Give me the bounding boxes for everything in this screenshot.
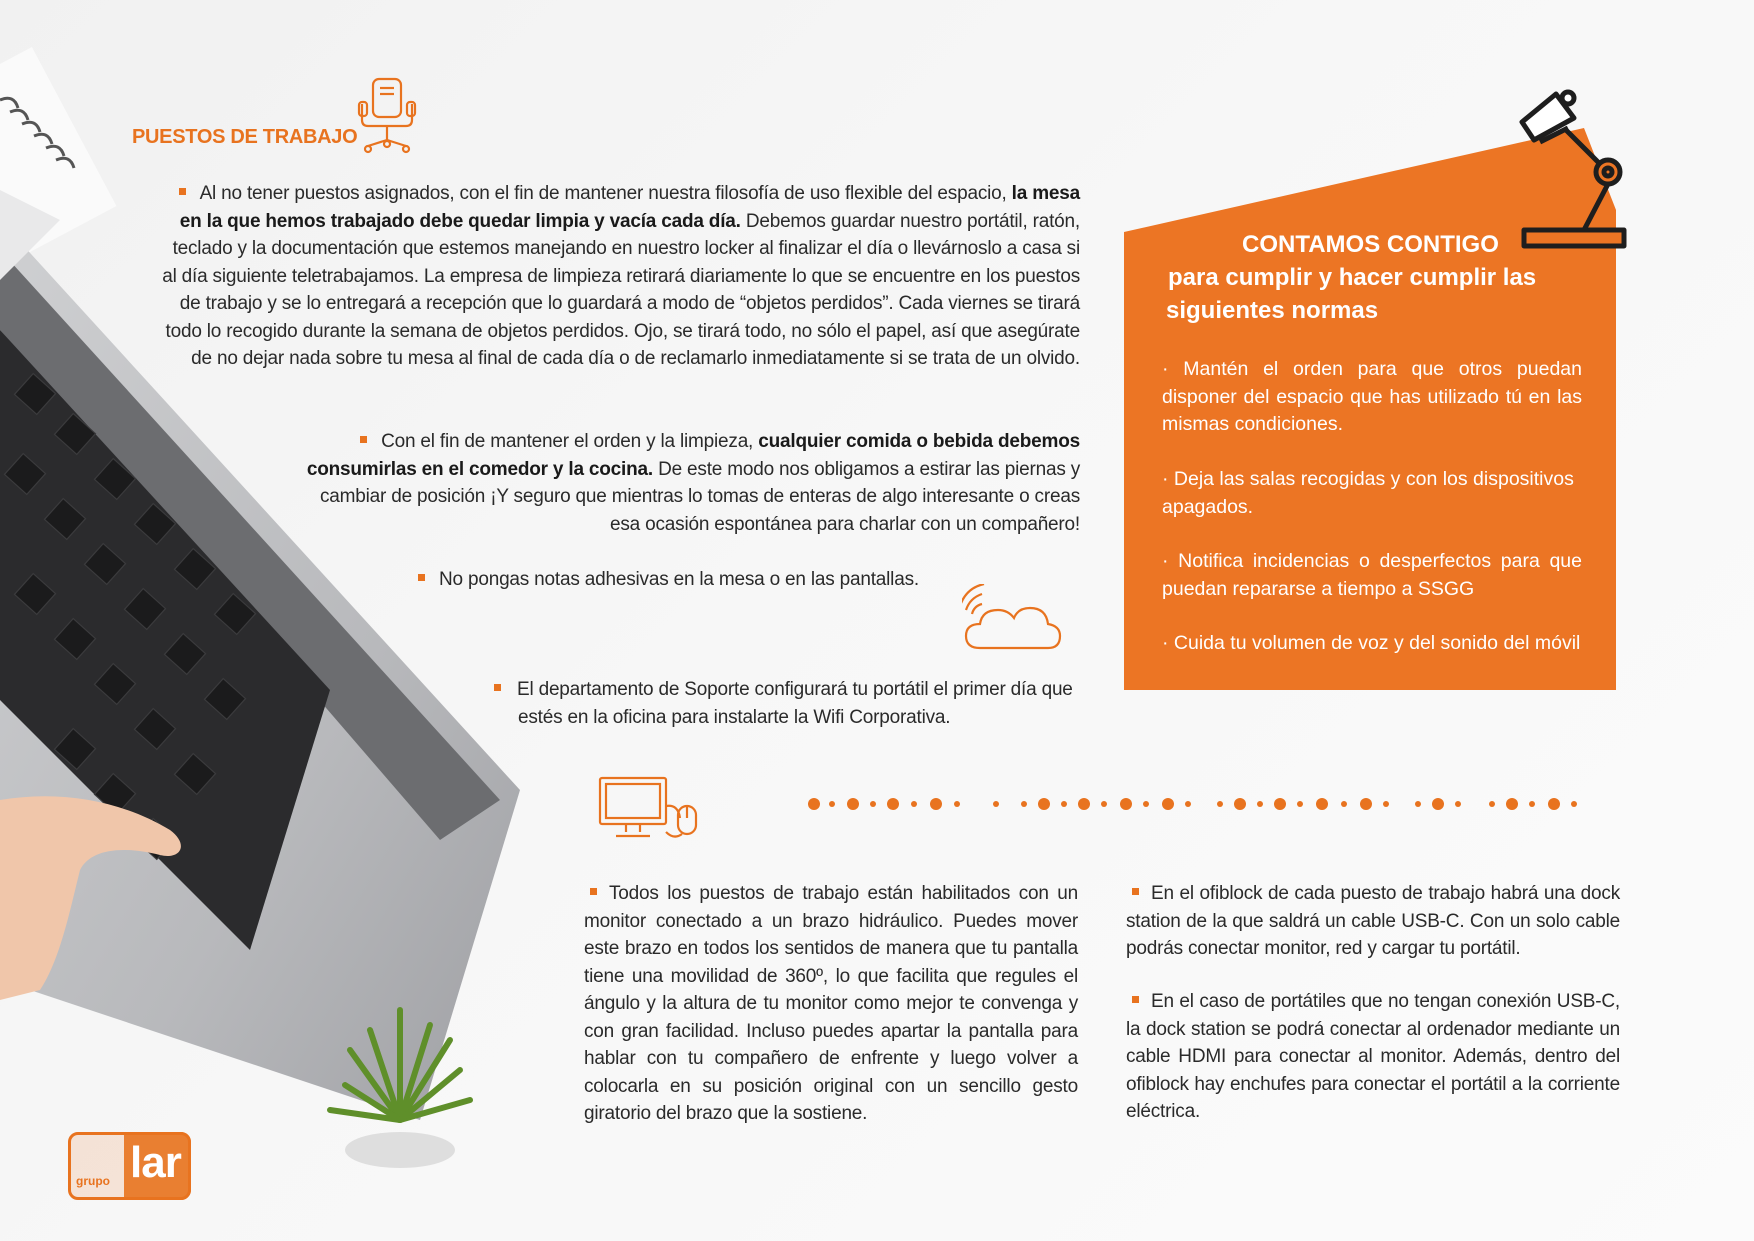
panel-title-1: CONTAMOS CONTIGO <box>1242 231 1499 258</box>
paragraph-hdmi: En el caso de portátiles que no tengan conexión USB-C, la dock station se podrá conectar al ordenador mediante un cable HDMI para conectar al monitor. Además, dentro del ofiblock hay enchufes para conectar el portátil a la corriente eléctrica. <box>1126 991 1620 1122</box>
wifi-cloud-icon <box>962 584 1062 654</box>
bullet-icon <box>1132 996 1139 1003</box>
paragraph-monitor-arm: Todos los puestos de trabajo están habilitados con un monitor conectado a un brazo hidráulico. Puedes mover este brazo en todos los sentidos de manera que tu pantalla tiene una movilidad de 360º, lo que facilita que regules el ángulo y la altura de tu monitor como mejor te convenga y con gran facilidad. Incluso puedes apartar la pantalla para hablar con tu compañero de enfrente y luego volver a colocarla en su posición original con un sencillo gesto giratorio del brazo que la sostiene. <box>584 883 1078 1124</box>
panel-rule-rooms: · Deja las salas recogidas y con los dispositivos apagados. <box>1162 468 1574 518</box>
paragraph-sticky-notes: No pongas notas adhesivas en la mesa o en las pantallas. <box>418 566 978 594</box>
desk-lamp-icon <box>1508 86 1628 256</box>
paragraph-desks-clean: Al no tener puestos asignados, con el fin de mantener nuestra filosofía de uso flexible del espacio, la mesa en la que hemos trabajado debe quedar limpia y vacía cada día. Debemos guardar nuestro portátil, ratón, teclado y la documentación que estemos manejando en nuestro locker al finalizar el día o llevárnoslo a casa si al día siguiente teletrabajamos. La empresa de limpieza retirará diariamente lo que se encuentre en los puestos de trabajo y se lo entregará a recepción que lo guardará a modo de “objetos perdidos”. Cada viernes se tirará todo lo recogido durante la semana de objetos perdidos. Ojo, se tirará todo, no sólo el papel, así que asegúrate de no dejar nada sobre tu mesa al final de cada día o de reclamarlo inmediatamente si se trata de un olvido. <box>162 183 1080 369</box>
bullet-icon <box>590 888 597 895</box>
paragraph-wifi-support: El departamento de Soporte configurará tu portátil el primer día que estés en la oficina para instalarte la Wifi Corporativa. <box>518 676 1082 731</box>
logo-small-text: grupo <box>76 1174 110 1188</box>
section-title: PUESTOS DE TRABAJO <box>132 126 358 148</box>
office-chair-icon <box>356 76 422 156</box>
bullet-icon <box>360 436 367 443</box>
panel-rule-incidents: · Notifica incidencias o desperfectos para que puedan repararse a tiempo a SSGG <box>1162 550 1582 600</box>
bullet-icon <box>1132 888 1139 895</box>
logo <box>68 1132 191 1200</box>
panel-rule-voice: · Cuida tu volumen de voz y del sonido del móvil <box>1162 632 1581 654</box>
paragraph-food-drink: Con el fin de mantener el orden y la limpieza, cualquier comida o bebida debemos consumirlas en el comedor y la cocina. De este modo nos obligamos a estirar las piernas y cambiar de posición ¡Y seguro que mientras lo tomas de enteras de algo interesante o creas esa ocasión espontánea para charlar con un compañero! <box>306 431 1080 535</box>
computer-mouse-icon <box>598 776 704 844</box>
bullet-icon <box>494 684 501 691</box>
dotted-divider <box>808 794 1588 814</box>
paragraph-dock-station: En el ofiblock de cada puesto de trabajo habrá una dock station de la que saldrá un cable USB-C. Con un solo cable podrás conectar monitor, red y cargar tu portátil. <box>1126 883 1620 959</box>
panel-title-3: siguientes normas <box>1166 297 1379 324</box>
bullet-icon <box>418 574 425 581</box>
panel-title-2: para cumplir y hacer cumplir las <box>1168 264 1537 291</box>
bullet-icon <box>179 188 186 195</box>
logo-big-text: lar <box>130 1138 181 1187</box>
panel-rule-order: · Mantén el orden para que otros puedan disponer del espacio que has utilizado tú en las mismas condiciones. <box>1162 358 1582 435</box>
